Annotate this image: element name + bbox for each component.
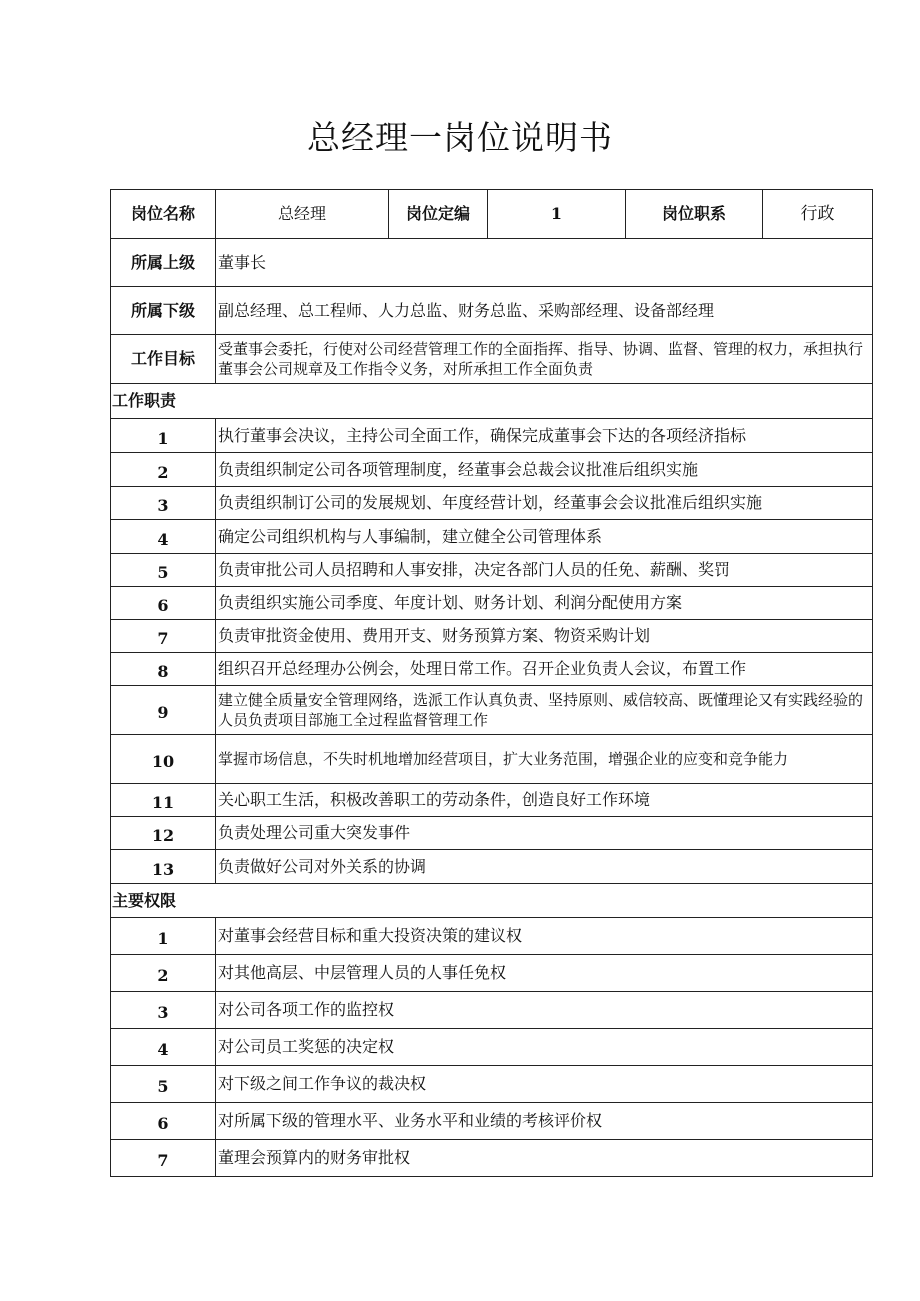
objective-label: 工作目标 [111, 335, 216, 384]
duty-text: 负责审批资金使用、费用开支、财务预算方案、物资采购计划 [216, 620, 873, 653]
power-row [111, 992, 873, 1029]
duty-row [111, 487, 873, 520]
duty-number: 11 [111, 784, 216, 817]
power-number: 3 [111, 992, 216, 1029]
duties-section-row [111, 384, 873, 419]
duty-text: 负责组织制定公司各项管理制度，经董事会总裁会议批准后组织实施 [216, 453, 873, 487]
superior-row [111, 239, 873, 287]
duty-row [111, 419, 873, 453]
duty-number: 10 [111, 735, 216, 784]
duty-number: 13 [111, 850, 216, 884]
duty-row [111, 453, 873, 487]
duty-row [111, 817, 873, 850]
duty-text: 负责组织制订公司的发展规划、年度经营计划，经董事会会议批准后组织实施 [216, 487, 873, 520]
subordinates-row [111, 287, 873, 335]
position-name-label: 岗位名称 [111, 190, 216, 239]
power-row [111, 1140, 873, 1177]
duty-number: 2 [111, 453, 216, 487]
power-text: 对其他高层、中层管理人员的人事任免权 [216, 955, 873, 992]
power-text: 对所属下级的管理水平、业务水平和业绩的考核评价权 [216, 1103, 873, 1140]
job-family-value: 行政 [763, 190, 873, 239]
duty-row [111, 587, 873, 620]
duty-text: 负责审批公司人员招聘和人事安排，决定各部门人员的任免、薪酬、奖罚 [216, 554, 873, 587]
duty-row [111, 686, 873, 735]
headcount-value: 1 [488, 190, 626, 239]
duty-row [111, 850, 873, 884]
job-family-label: 岗位职系 [626, 190, 763, 239]
power-number: 2 [111, 955, 216, 992]
power-number: 6 [111, 1103, 216, 1140]
duty-number: 9 [111, 686, 216, 735]
duty-text: 掌握市场信息，不失时机地增加经营项目，扩大业务范围，增强企业的应变和竞争能力 [216, 735, 873, 784]
page-title: 总经理一岗位说明书 [307, 118, 613, 157]
duty-row [111, 520, 873, 554]
position-name-value: 总经理 [216, 190, 389, 239]
duty-number: 8 [111, 653, 216, 686]
subordinates-label: 所属下级 [111, 287, 216, 335]
power-row [111, 1029, 873, 1066]
powers-section-label: 主要权限 [111, 884, 873, 918]
duty-row [111, 653, 873, 686]
duty-text: 负责做好公司对外关系的协调 [216, 850, 873, 884]
duty-row [111, 620, 873, 653]
duty-number: 1 [111, 419, 216, 453]
power-row [111, 1103, 873, 1140]
duty-text: 组织召开总经理办公例会，处理日常工作。召开企业负责人会议，布置工作 [216, 653, 873, 686]
superior-label: 所属上级 [111, 239, 216, 287]
duties-section-label: 工作职责 [111, 384, 873, 419]
duty-number: 12 [111, 817, 216, 850]
duty-text: 负责处理公司重大突发事件 [216, 817, 873, 850]
power-text: 对下级之间工作争议的裁决权 [216, 1066, 873, 1103]
power-text: 董理会预算内的财务审批权 [216, 1140, 873, 1177]
power-text: 对公司员工奖惩的决定权 [216, 1029, 873, 1066]
duty-row [111, 554, 873, 587]
duty-text: 关心职工生活，积极改善职工的劳动条件，创造良好工作环境 [216, 784, 873, 817]
duty-number: 7 [111, 620, 216, 653]
headcount-label: 岗位定编 [389, 190, 488, 239]
power-text: 对公司各项工作的监控权 [216, 992, 873, 1029]
power-number: 5 [111, 1066, 216, 1103]
power-number: 1 [111, 918, 216, 955]
power-row [111, 955, 873, 992]
power-number: 4 [111, 1029, 216, 1066]
duty-row [111, 784, 873, 817]
duty-text: 负责组织实施公司季度、年度计划、财务计划、利润分配使用方案 [216, 587, 873, 620]
duty-text: 执行董事会决议，主持公司全面工作，确保完成董事会下达的各项经济指标 [216, 419, 873, 453]
header-row [111, 190, 873, 239]
power-row [111, 918, 873, 955]
duty-number: 4 [111, 520, 216, 554]
duty-text: 确定公司组织机构与人事编制，建立健全公司管理体系 [216, 520, 873, 554]
power-row [111, 1066, 873, 1103]
objective-value: 受董事会委托，行使对公司经营管理工作的全面指挥、指导、协调、监督、管理的权力，承担执行董事会公司规章及工作指令义务，对所承担工作全面负责 [216, 335, 873, 384]
duty-row [111, 735, 873, 784]
power-text: 对董事会经营目标和重大投资决策的建议权 [216, 918, 873, 955]
objective-row [111, 335, 873, 384]
powers-section-row [111, 884, 873, 918]
superior-value: 董事长 [216, 239, 873, 287]
subordinates-value: 副总经理、总工程师、人力总监、财务总监、采购部经理、设备部经理 [216, 287, 873, 335]
power-number: 7 [111, 1140, 216, 1177]
job-description-table [110, 189, 873, 1177]
duty-number: 6 [111, 587, 216, 620]
duty-number: 3 [111, 487, 216, 520]
duty-text: 建立健全质量安全管理网络，选派工作认真负责、坚持原则、威信较高、既懂理论又有实践经验的人员负责项目部施工全过程监督管理工作 [216, 686, 873, 735]
duty-number: 5 [111, 554, 216, 587]
